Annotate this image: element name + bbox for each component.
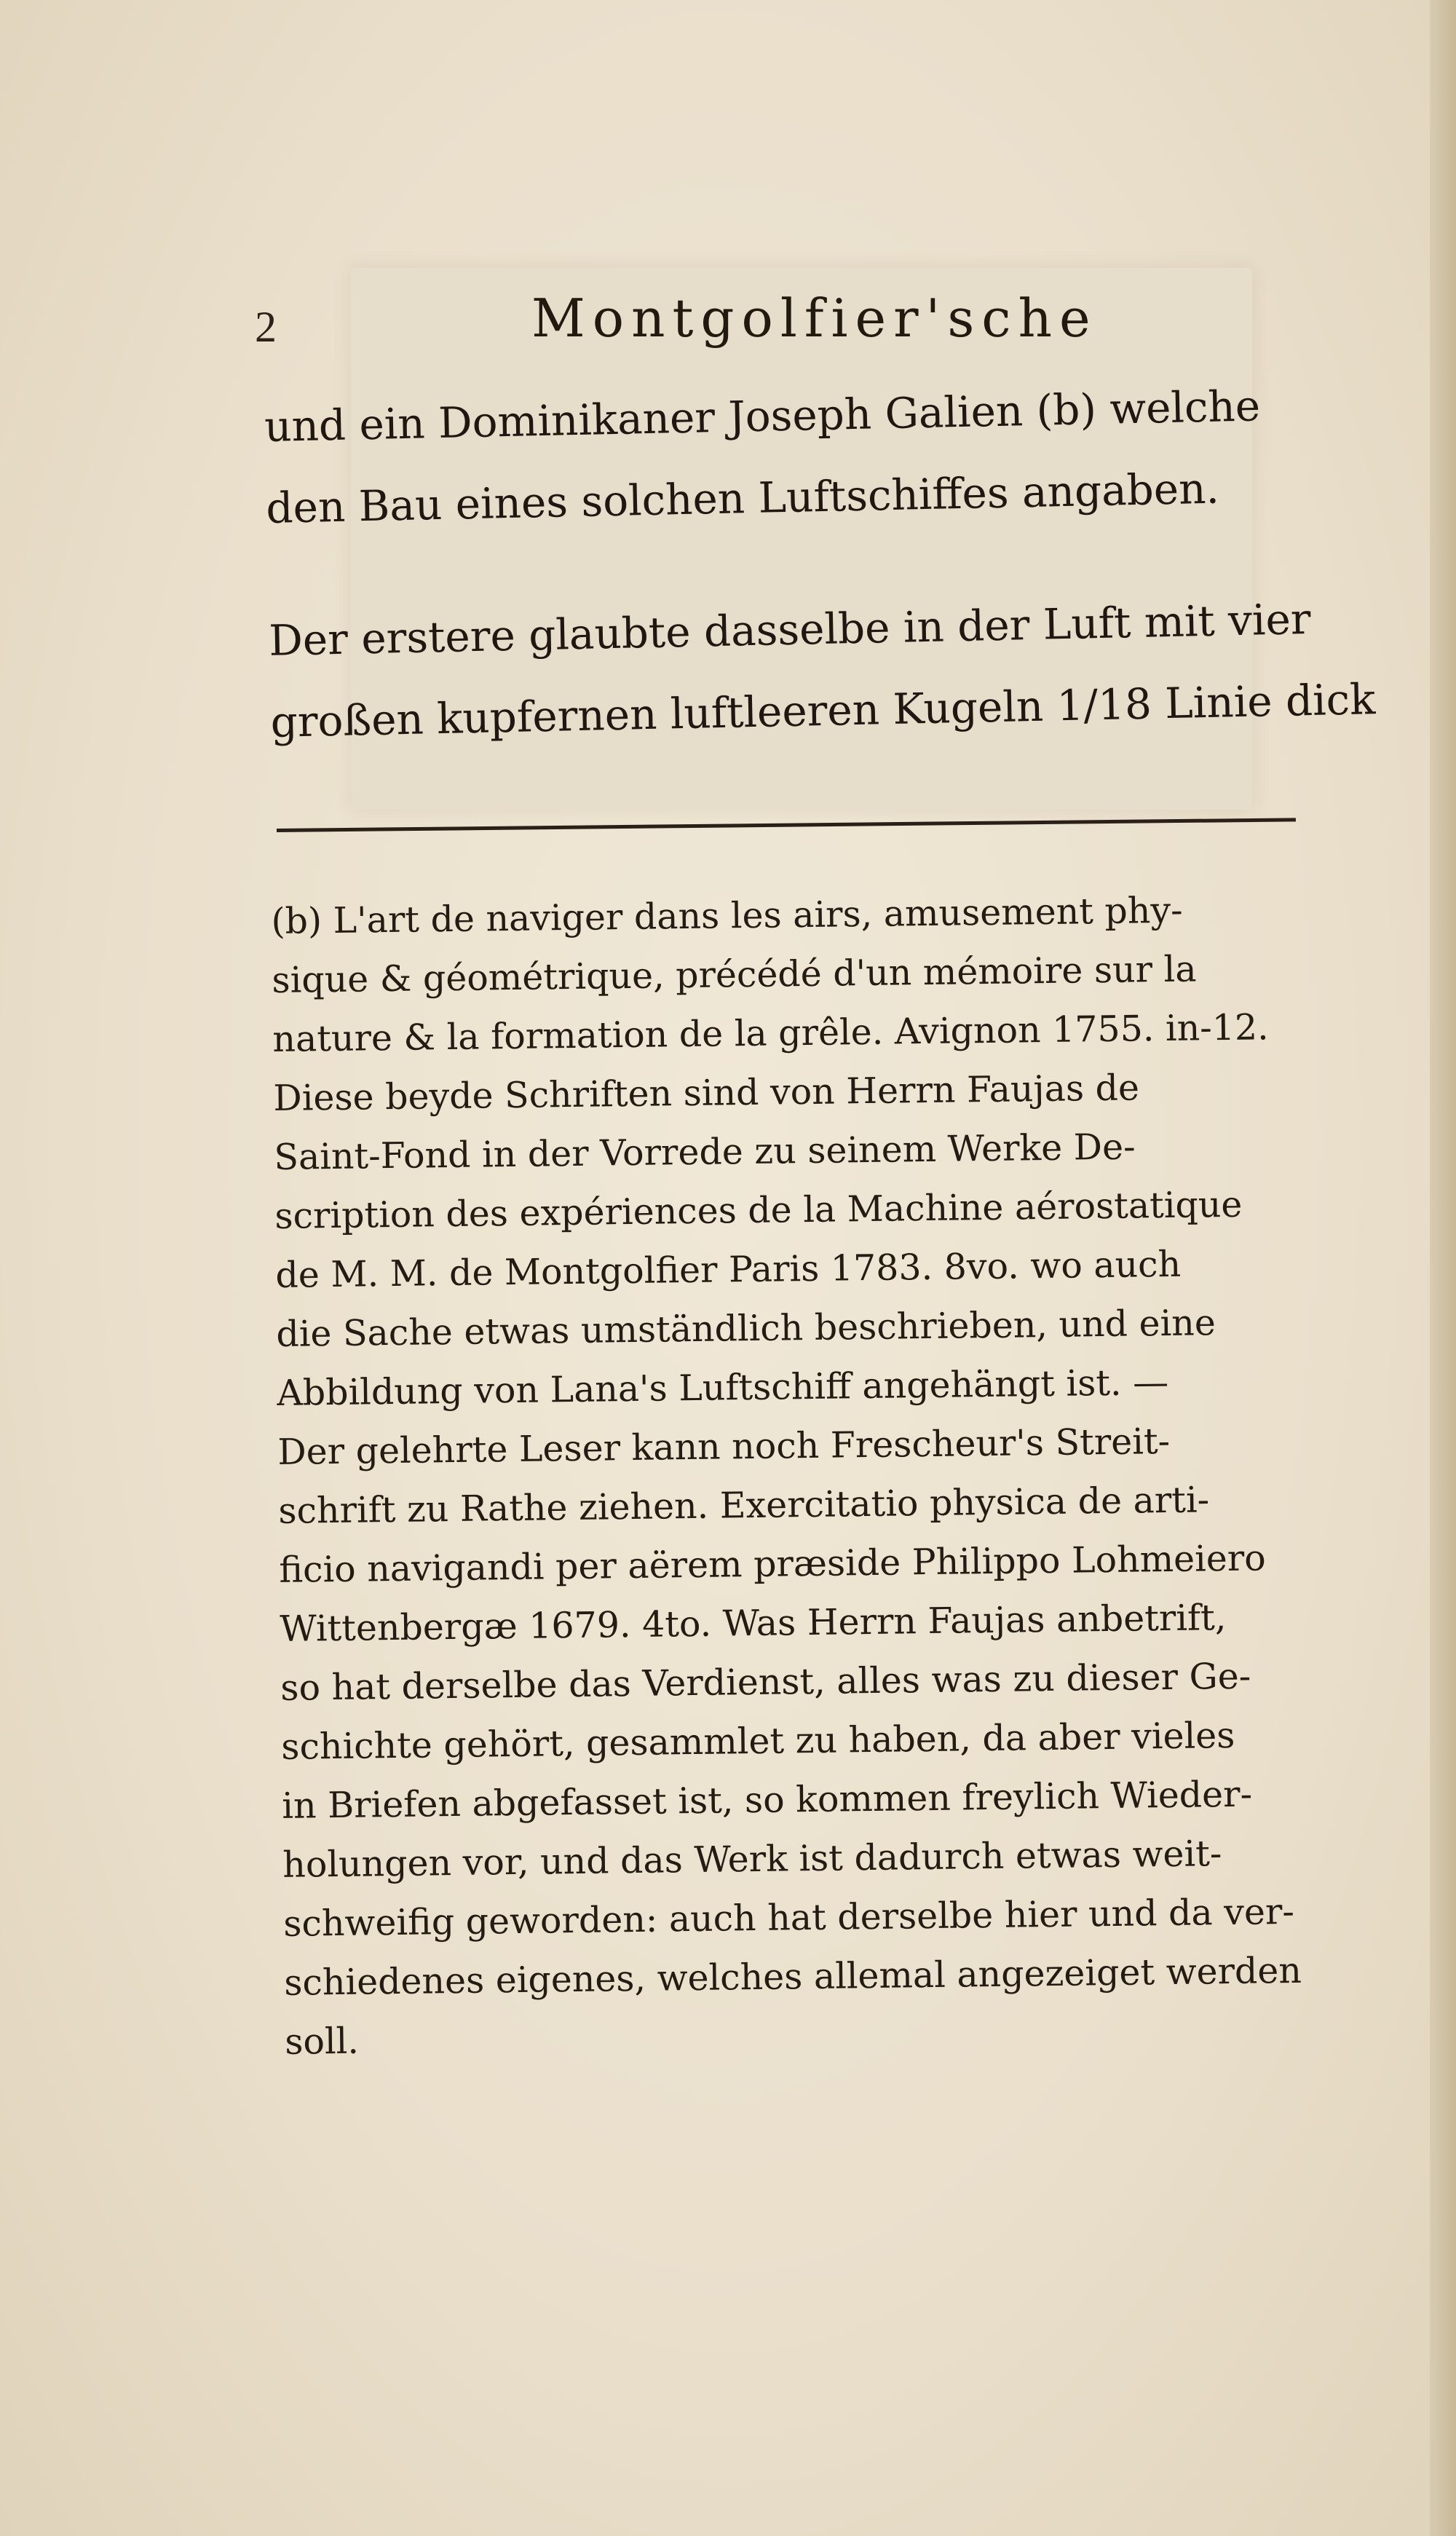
footnote-line: so hat derselbe das Verdienst, alles was zu dieser Ge- — [280, 1655, 1251, 1709]
footnote-line: scription des expériences de la Machine aérostatique — [274, 1183, 1243, 1237]
footnote-line: holungen vor, und das Werk ist dadurch etwas weit- — [282, 1833, 1222, 1886]
footnote-line: in Briefen abgefasset ist, so kommen freylich Wieder- — [281, 1773, 1253, 1827]
footnote-separator-rule — [277, 818, 1296, 832]
footnote-line: Der gelehrte Leser kann noch Frescheur's Streit- — [277, 1420, 1171, 1473]
footnote-line: nature & la formation de la grêle. Avignon 1755. in-12. — [272, 1006, 1270, 1060]
main-text-line: großen kupfernen luftleeren Kugeln 1/18 Linie dick — [269, 674, 1376, 747]
main-text-line: den Bau eines solchen Luftschiffes angaben. — [265, 463, 1220, 533]
main-text-line: und ein Dominikaner Joseph Galien (b) welche — [264, 381, 1261, 451]
footnote-line: de M. M. de Montgolfier Paris 1783. 8vo. wo auch — [275, 1243, 1182, 1296]
footnote-line: soll. — [284, 2020, 360, 2063]
page-number: 2 — [255, 303, 277, 351]
footnote-line: schrift zu Rathe ziehen. Exercitatio physica de arti- — [278, 1479, 1210, 1532]
footnote-line: Wittenbergæ 1679. 4to. Was Herrn Faujas anbetrift, — [280, 1597, 1227, 1650]
footnote-line: schweifig geworden: auch hat derselbe hier und da ver- — [282, 1890, 1295, 1945]
main-text — [264, 365, 1376, 763]
running-title: Montgolfier'sche — [531, 288, 1098, 349]
footnote-line: Abbildung von Lana's Luftschiff angehängt ist. — — [277, 1361, 1169, 1414]
footnote-line: sique & géométrique, précédé d'un mémoire sur la — [272, 948, 1197, 1001]
footnote — [271, 879, 1348, 2071]
footnote-line: (b) L'art de naviger dans les airs, amusement phy- — [271, 889, 1183, 942]
footnote-line: Diese beyde Schriften sind von Herrn Faujas de — [273, 1067, 1140, 1119]
main-text-line: Der erstere glaubte dasselbe in der Luft mit vier — [268, 593, 1312, 665]
footnote-line: Saint-Fond in der Vorrede zu seinem Werke De- — [274, 1126, 1136, 1178]
page-header — [255, 288, 1310, 360]
footnote-line: die Sache etwas umständlich beschrieben, und eine — [276, 1302, 1216, 1355]
footnote-line: schiedenes eigenes, welches allemal angezeiget werden — [283, 1949, 1302, 2004]
footnote-line: schichte gehört, gesammlet zu haben, da aber vieles — [281, 1714, 1235, 1768]
footnote-line: ficio navigandi per aërem præside Philippo Lohmeiero — [279, 1537, 1267, 1591]
page-edge — [1430, 0, 1456, 2536]
